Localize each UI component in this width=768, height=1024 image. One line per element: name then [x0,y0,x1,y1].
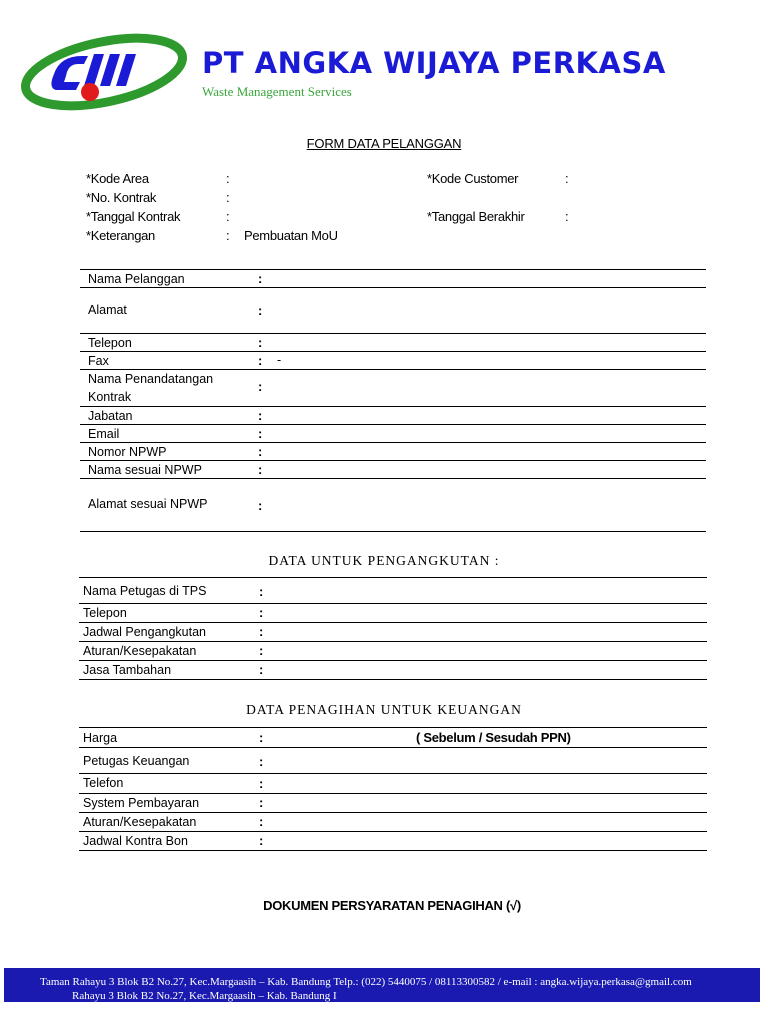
colon: : [226,190,230,205]
table-row [79,812,707,831]
colon: : [259,643,264,658]
form-title: FORM DATA PELANGGAN [306,136,462,151]
colon: : [565,171,569,186]
row-label: Telepon [83,606,127,620]
colon: : [259,795,264,810]
colon: : [258,426,263,441]
customer-table [80,269,706,532]
colon: : [258,462,263,477]
row-label: Nomor NPWP [88,445,167,459]
kode-area-label: *Kode Area [86,171,149,186]
dokumen-title: DOKUMEN PERSYARATAN PENAGIHAN (√) [263,898,521,913]
colon: : [259,605,264,620]
table-row [80,460,706,478]
company-logo [20,30,188,114]
colon: : [259,754,264,769]
company-tagline: Waste Management Services [202,84,352,99]
table-row [80,333,706,351]
colon: : [226,209,230,224]
row-label-line2: Kontrak [88,390,132,404]
table-row [80,478,706,532]
table-row [79,793,707,812]
row-label: Aturan/Kesepakatan [83,644,197,658]
colon: : [258,271,263,286]
row-label: Nama Petugas di TPS [83,584,207,598]
pengangkutan-table [79,577,707,680]
row-label: Aturan/Kesepakatan [83,815,197,829]
table-row [80,442,706,460]
row-label: System Pembayaran [83,796,200,810]
pengangkutan-title: DATA UNTUK PENGANGKUTAN : [268,553,500,568]
table-row [80,369,706,406]
row-label: Telefon [83,776,124,790]
row-label: Email [88,427,120,441]
row-label: Jabatan [88,409,133,423]
colon: : [258,353,263,368]
colon: : [226,171,230,186]
colon: : [259,662,264,677]
colon: : [226,228,230,243]
keterangan-label: *Keterangan [86,228,155,243]
table-row [80,406,706,424]
colon: : [258,379,263,394]
no-kontrak-label: *No. Kontrak [86,190,157,205]
colon: : [258,303,263,318]
tanggal-berakhir-label: *Tanggal Berakhir [427,209,525,224]
colon: : [258,408,263,423]
colon: : [565,209,569,224]
table-row [80,424,706,442]
row-label: Alamat sesuai NPWP [88,497,208,511]
table-row [80,351,706,369]
footer-address-line2: Rahayu 3 Blok B2 No.27, Kec.Margaasih – Kab. Bandung I [72,990,337,1002]
table-row [79,660,707,680]
harga-note: ( Sebelum / Sesudah PPN) [416,730,571,745]
colon: : [259,730,264,745]
table-row [79,641,707,660]
kode-customer-label: *Kode Customer [427,171,519,186]
colon: : [259,584,264,599]
row-label: Fax [88,354,109,368]
penagihan-title: DATA PENAGIHAN UNTUK KEUANGAN [246,702,522,717]
footer-bar [4,968,760,1002]
penagihan-table [79,727,707,851]
company-name: PT ANGKA WIJAYA PERKASA [202,46,666,80]
row-label: Harga [83,731,118,745]
colon: : [259,814,264,829]
table-row [79,831,707,851]
row-label: Nama sesuai NPWP [88,463,202,477]
colon: : [259,624,264,639]
row-label: Petugas Keuangan [83,754,190,768]
colon: : [259,833,264,848]
colon: : [258,335,263,350]
table-row [80,287,706,333]
row-label: Nama Pelanggan [88,272,185,286]
table-row [79,603,707,622]
row-value: - [277,353,282,367]
colon: : [259,776,264,791]
table-row [79,727,707,747]
row-label: Alamat [88,303,127,317]
footer-address: Taman Rahayu 3 Blok B2 No.27, Kec.Margaasih – Kab. Bandung Telp.: (022) 5440075 / 08113300582 / e-mail : angka.wijaya.perkasa@gmail.com [40,976,692,988]
row-label: Jasa Tambahan [83,663,172,677]
table-row [80,269,706,287]
colon: : [258,498,263,513]
table-row [79,747,707,773]
keterangan-value: Pembuatan MoU [244,228,338,243]
table-row [79,773,707,793]
table-row [79,622,707,641]
row-label: Jadwal Kontra Bon [83,834,188,848]
row-label: Nama Penandatangan [88,372,214,386]
table-row [79,577,707,603]
row-label: Jadwal Pengangkutan [83,625,207,639]
row-label: Telepon [88,336,132,350]
colon: : [258,444,263,459]
tanggal-kontrak-label: *Tanggal Kontrak [86,209,181,224]
